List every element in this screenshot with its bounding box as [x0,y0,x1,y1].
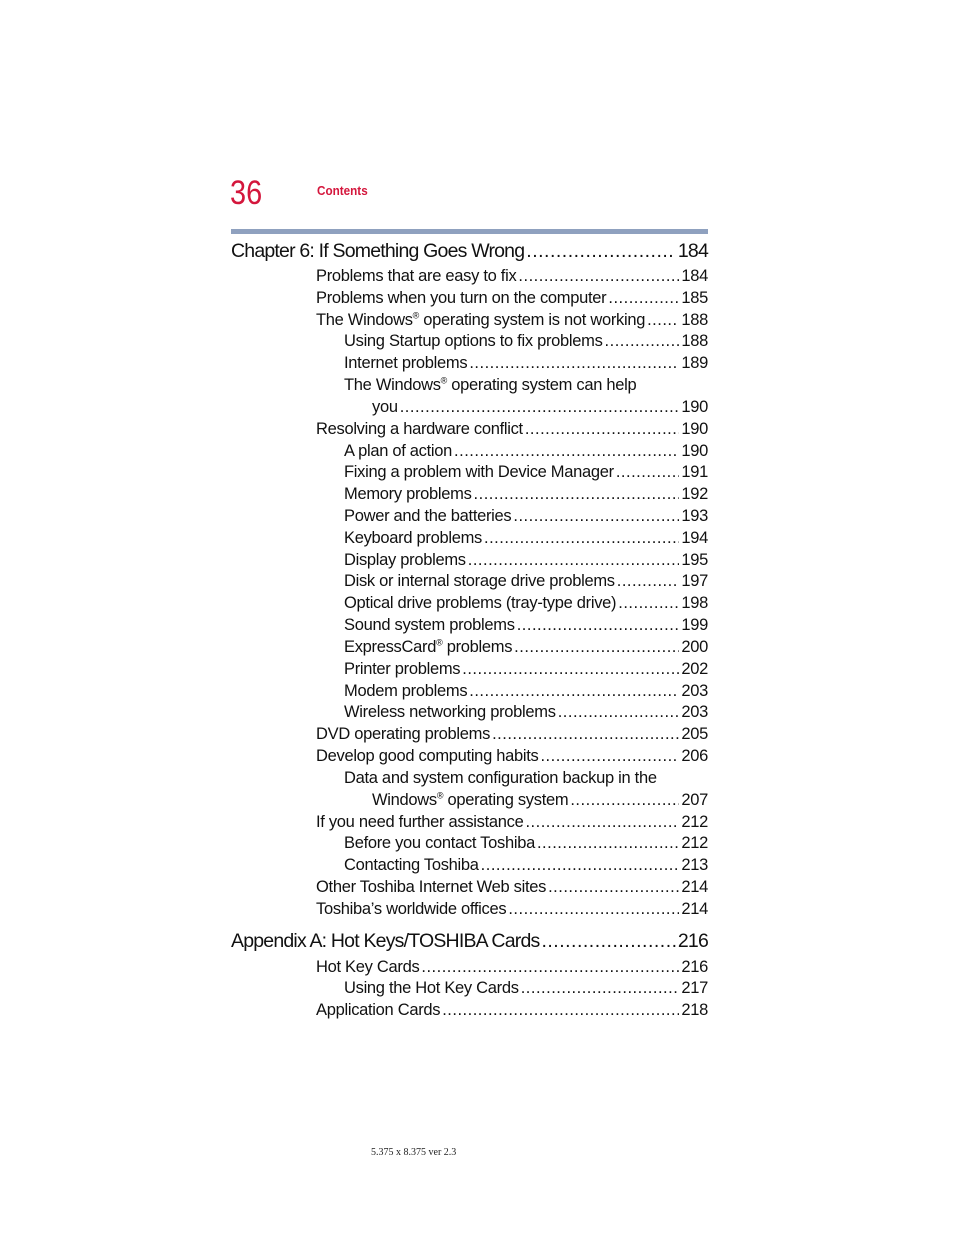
toc-entry[interactable] [372,398,708,417]
toc-entry-title: Using Startup options to fix problems [344,332,603,350]
toc-entry[interactable] [316,747,708,766]
toc-entry-title: Fixing a problem with Device Manager [344,463,614,481]
dot-leader [468,551,680,570]
toc-page-number: 200 [681,638,708,656]
toc-page-number: 212 [681,834,708,852]
toc-page-number: 189 [681,354,708,372]
toc-entry-title: Chapter 6: If Something Goes Wrong [231,240,525,262]
toc-page-number: 190 [681,442,708,460]
toc-entry[interactable] [344,572,708,591]
toc-entry-title: ExpressCard® problems [344,637,513,656]
toc-entry-title: Hot Key Cards [316,958,420,976]
toc-page-number: 218 [681,1001,708,1019]
toc-page-number: 217 [681,979,708,997]
toc-entry-title: Keyboard problems [344,529,482,547]
toc-page-number: 195 [681,551,708,569]
toc-entry[interactable] [316,311,708,330]
toc-entry-title: Optical drive problems (tray-type drive) [344,594,617,612]
toc-entry-title: Sound system problems [344,616,515,634]
toc-entry-title: Application Cards [316,1001,441,1019]
dot-leader [518,267,679,286]
toc-entry-title: The Windows® operating system is not working [316,310,646,329]
toc-entry[interactable] [316,725,708,744]
toc-page-number: 197 [681,572,708,590]
toc-entry-title: The Windows® operating system can help [344,375,637,394]
toc-page-number: 205 [681,725,708,743]
dot-leader [513,507,679,526]
toc-entry-title: Modem problems [344,682,468,700]
dot-leader [469,354,679,373]
dot-leader [442,1001,679,1020]
dot-leader [492,725,679,744]
toc-page-number: 198 [681,594,708,612]
toc-entry[interactable] [344,551,708,570]
toc-entry[interactable] [344,769,708,788]
toc-page-number: 190 [681,420,708,438]
dot-leader [508,900,679,919]
toc-entry[interactable] [344,376,708,395]
toc-page-number: 194 [681,529,708,547]
toc-entry[interactable] [316,813,708,832]
section-label: Contents [317,183,368,198]
toc-entry-title: Memory problems [344,485,472,503]
toc-page-number: 188 [681,311,708,329]
toc-entry[interactable] [344,660,708,679]
toc-page-number: 184 [681,267,708,285]
toc-entry-title: Develop good computing habits [316,747,539,765]
dot-leader [525,420,680,439]
toc-chapter-entry[interactable] [231,930,708,953]
toc-entry[interactable] [344,638,708,657]
toc-page-number: 203 [681,682,708,700]
toc-page-number: 191 [681,463,708,481]
toc-entry-title: you [372,398,398,416]
toc-page-number: 216 [681,958,708,976]
toc-entry[interactable] [344,834,708,853]
toc-entry[interactable] [316,420,708,439]
dot-leader [647,311,679,330]
dot-leader [548,878,679,897]
toc-page-number: 206 [681,747,708,765]
toc-entry-title: Problems that are easy to fix [316,267,517,285]
toc-entry-title: Other Toshiba Internet Web sites [316,878,547,896]
registered-mark: ® [412,310,419,321]
dot-leader [484,529,679,548]
toc-page-number: 190 [681,398,708,416]
toc-page-number: 184 [677,240,708,262]
toc-page-number: 216 [677,930,708,952]
toc-entry[interactable] [316,1001,708,1020]
dot-leader [541,930,675,953]
dot-leader [454,442,679,461]
dot-leader [421,958,679,977]
dot-leader [605,332,680,351]
toc-entry[interactable] [344,856,708,875]
dot-leader [558,703,680,722]
toc-entry[interactable] [316,289,708,308]
toc-entry[interactable] [316,958,708,977]
toc-entry-title: Using the Hot Key Cards [344,979,519,997]
toc-entry[interactable] [344,354,708,373]
dot-leader [514,638,679,657]
toc-entry-title: Resolving a hardware conflict [316,420,523,438]
toc-page-number: 212 [681,813,708,831]
dot-leader [570,791,679,810]
dot-leader [481,856,680,875]
dot-leader [462,660,679,679]
toc-entry[interactable] [372,791,708,810]
toc-page-number: 213 [681,856,708,874]
toc-entry-title: Internet problems [344,354,468,372]
toc-page-number: 192 [681,485,708,503]
toc-entry[interactable] [344,332,708,351]
toc-page-number: 185 [681,289,708,307]
toc-page-number: 193 [681,507,708,525]
registered-mark: ® [436,637,443,648]
toc-entry[interactable] [344,485,708,504]
dot-leader [540,747,679,766]
toc-entry-title: DVD operating problems [316,725,491,743]
dot-leader [526,240,676,263]
toc-entry-title: Contacting Toshiba [344,856,479,874]
toc-entry-title: Windows® operating system [372,790,569,809]
registered-mark: ® [440,375,447,386]
toc-entry[interactable] [344,529,708,548]
toc-entry[interactable] [316,267,708,286]
dot-leader [469,682,679,701]
dot-leader [517,616,680,635]
toc-page-number: 188 [681,332,708,350]
dot-leader [608,289,679,308]
toc-entry-title: Toshiba’s worldwide offices [316,900,507,918]
toc-entry-title: Display problems [344,551,466,569]
toc-entry-title: Before you contact Toshiba [344,834,535,852]
toc-entry-title: Wireless networking problems [344,703,556,721]
toc-entry-title: A plan of action [344,442,453,460]
toc-entry-title: Power and the batteries [344,507,512,525]
toc-entry-title: If you need further assistance [316,813,524,831]
page-number: 36 [230,174,263,212]
toc-chapter-entry[interactable] [231,240,708,263]
dot-leader [616,463,680,482]
toc-page-number: 202 [681,660,708,678]
toc-entry-title: Appendix A: Hot Keys/TOSHIBA Cards [231,930,540,952]
toc-page-number: 214 [681,900,708,918]
toc-page-number: 214 [681,878,708,896]
toc-entry-title: Data and system configuration backup in the [344,769,657,787]
toc-page-number: 203 [681,703,708,721]
registered-mark: ® [436,790,444,801]
dot-leader [474,485,680,504]
toc-entry-title: Printer problems [344,660,461,678]
footer-note: 5.375 x 8.375 ver 2.3 [371,1147,457,1158]
dot-leader [521,979,680,998]
toc-entry[interactable] [316,900,708,919]
toc-entry[interactable] [344,594,708,613]
toc-entry[interactable] [344,682,708,701]
dot-leader [400,398,680,417]
toc-page-number: 207 [681,791,708,809]
toc-entry[interactable] [344,463,708,482]
dot-leader [617,572,680,591]
toc-entry[interactable] [344,507,708,526]
toc-entry[interactable] [344,979,708,998]
toc-entry[interactable] [316,878,708,897]
toc-entry[interactable] [344,616,708,635]
toc-entry-title: Disk or internal storage drive problems [344,572,615,590]
toc-entry-title: Problems when you turn on the computer [316,289,607,307]
toc-entry[interactable] [344,442,708,461]
dot-leader [537,834,679,853]
toc-page-number: 199 [681,616,708,634]
dot-leader [525,813,679,832]
toc-entry[interactable] [344,703,708,722]
dot-leader [618,594,679,613]
